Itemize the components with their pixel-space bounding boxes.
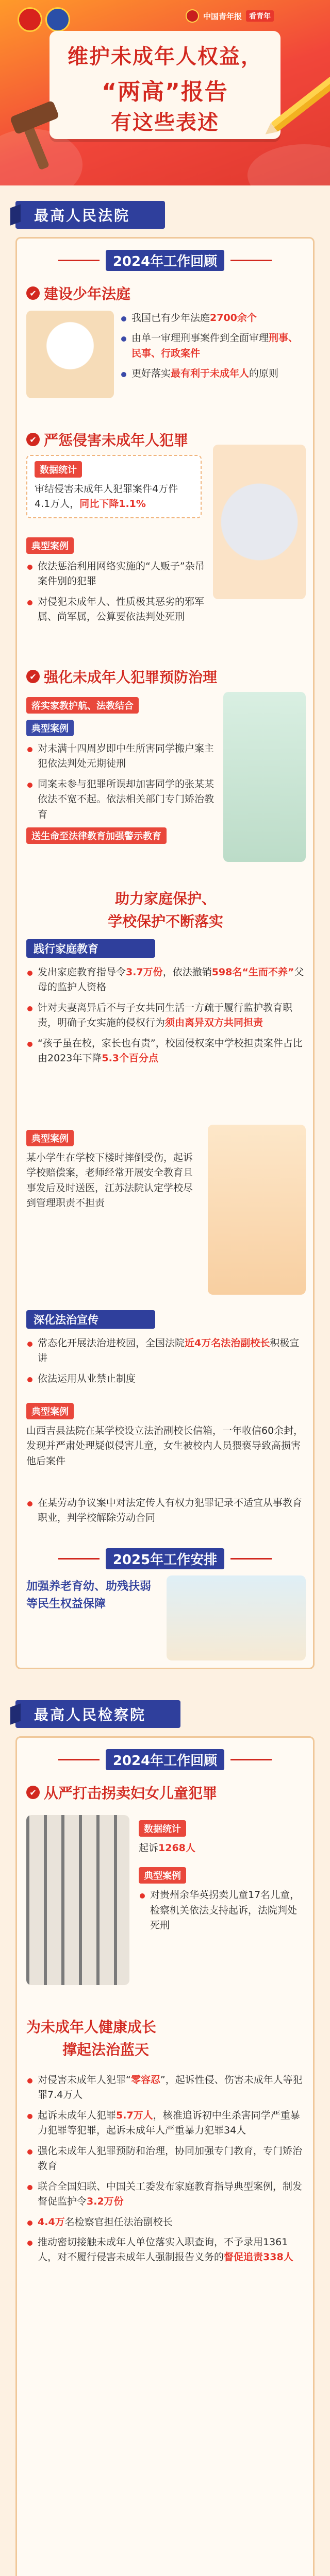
prison-bars-illustration [26, 1815, 129, 1985]
court-s1-item: 由单一审理刑事案件到全面审理刑事、民事、行政案件 [120, 331, 306, 361]
stat-tag: 数据统计 [35, 461, 82, 478]
cyd-logo-icon [186, 9, 199, 23]
procuratorate-emblem-icon [45, 7, 70, 32]
typical-tag: 典型案例 [139, 1867, 186, 1884]
typical-tag: 典型案例 [26, 720, 74, 736]
procuratorate-s2-item: 4.4万名检察官担任法治副校长 [26, 2215, 305, 2230]
court-s2-stat: 数据统计 审结侵害未成年人犯罪案件4万件4.1万人，同比下降1.1% [26, 455, 202, 518]
court-s4-typical-text: 某小学生在学校下楼时摔倒受伤，起诉学校赔偿案，老师经常开展安全教育且事发后及时送医，江苏法院认定学校尽到管理职责不担责 [26, 1152, 193, 1209]
brand-name: 中国青年报 [203, 11, 242, 21]
court-s1-item: 我国已有少年法庭2700余个 [120, 311, 306, 326]
stat-tag: 数据统计 [139, 1820, 186, 1837]
court-s3-title: ✔ 强化未成年人犯罪预防治理 [26, 666, 217, 687]
court-s4-tag-1: 践行家庭教育 [26, 939, 155, 958]
court-s4-item: 依法运用从业禁止制度 [26, 1371, 305, 1386]
procuratorate-s2-item: 强化未成年人犯罪预防和治理，协同加强专门教育，专门矫治教育 [26, 2144, 305, 2174]
procuratorate-year-2024-heading [17, 1748, 313, 1771]
court-s2-title: ✔ 严惩侵害未成年人犯罪 [26, 429, 188, 450]
title-card [50, 31, 280, 139]
procuratorate-year-2024: 2024年工作回顾 [106, 1749, 224, 1770]
procuratorate-s1-body: 数据统计 起诉1268人 典型案例 对贵州余华英拐卖儿童17名儿童，检察机关依法支持起诉，法院判处死刑 [139, 1820, 304, 1939]
page-title-line-1: 维护未成年人权益， [68, 45, 262, 69]
court-s4-typical-2 [26, 1403, 305, 1469]
court-s4-item: 发出家庭教育指导令3.7万份，依法撤销598名“生而不养”父母的监护人资格 [26, 965, 305, 995]
scales-illustration [26, 311, 114, 398]
court-s4-typical-text-2: 山西吉县法院在某学校设立法治副校长信箱，一年收信60余封，发现并严肃处理疑似侵害儿童，女生被校内人员猥亵导致高损害他后案件 [26, 1425, 304, 1467]
court-s1-title [26, 283, 130, 303]
court-s4-item: 针对夫妻离异后不与子女共同生活一方疏于履行监护教育职责，明确子女实施的侵权行为须由离异双方共同担责 [26, 1001, 305, 1031]
court-s4-item: 在某劳动争议案中对法定传人有权力犯罪记录不适宜从事教育职业，判学校解除劳动合同 [26, 1496, 305, 1526]
court-plan-2025: 加强养老育幼、助残扶弱等民生权益保障 [26, 1580, 152, 1611]
court-s4-title: 助力家庭保护、 学校保护不断落实 [107, 890, 223, 930]
court-s1-title-text: 建设少年法庭 [44, 285, 131, 302]
court-year-2024-heading [17, 249, 313, 272]
court-s2-typical [26, 537, 207, 630]
court-year-2024: 2024年工作回顾 [106, 250, 224, 271]
school-illustration [208, 1125, 306, 1295]
court-s3-item: 同案未参与犯罪所误却加害同学的张某某依法不宽不起。依法相关部门专门矫治教育 [26, 777, 217, 822]
court-s3-body [26, 697, 217, 844]
court-section-banner [15, 201, 165, 229]
court-s4-list-1 [26, 965, 305, 1072]
brand-row [186, 9, 320, 23]
court-year-2025-heading [17, 1547, 313, 1570]
procuratorate-panel [15, 1736, 315, 2576]
check-icon: ✔ [26, 433, 40, 446]
court-s1-item: 更好落实最有利于未成年人的原则 [120, 366, 306, 381]
brand-channel: 看青年 [246, 10, 274, 22]
header-banner [0, 0, 330, 185]
page-title-line-2: “两高”报告 [102, 79, 228, 105]
procuratorate-s2-item: 对侵害未成年人犯罪“零容忍”，起诉性侵、伤害未成年人等犯罪7.4万人 [26, 2073, 305, 2103]
books-stack-illustration [223, 692, 306, 862]
page-title-line-3: 有这些表述 [111, 111, 219, 134]
procuratorate-s2-item: 联合全国妇联、中国关工委发布家庭教育指导典型案例，制发督促监护令3.2万份 [26, 2179, 305, 2210]
court-s4-tag-2: 深化法治宣传 [26, 1310, 155, 1329]
check-icon: ✔ [26, 286, 40, 300]
court-s2-typical-item: 对侵犯未成年人、性质极其恶劣的邪军属、尚军属，公算要依法判处死刑 [26, 595, 207, 625]
procuratorate-s2-item: 推动密切接触未成年人单位落实入职查询，不予录用1361人，对不履行侵害未成年人强制报告义务的督促追责338人 [26, 2235, 305, 2265]
court-emblem-icon [18, 7, 42, 32]
court-s3-item-tag: 送生命至法律教育加强警示教育 [26, 827, 167, 844]
typical-tag: 典型案例 [26, 1403, 74, 1419]
procuratorate-s1-title: ✔ 从严打击拐卖妇女儿童犯罪 [26, 1782, 217, 1803]
court-s4-item: 常态化开展法治进校园，全国法院近4万名法治副校长积极宣讲 [26, 1336, 305, 1366]
check-icon: ✔ [26, 1786, 40, 1799]
court-s2-typical-item: 依法惩治利用网络实施的“人贩子”杂吊案件别的犯罪 [26, 559, 207, 589]
procuratorate-s1-typical-item: 对贵州余华英拐卖儿童17名儿童，检察机关依法支持起诉，法院判处死刑 [139, 1888, 304, 1933]
procuratorate-s2-title: 为未成年人健康成长 撑起法治蓝天 [26, 2019, 157, 2058]
handcuffs-illustration [213, 445, 306, 599]
court-s4-list-2 [26, 1336, 305, 1392]
procuratorate-s2-item: 起诉未成年人犯罪5.7万人，核准追诉初中生杀害同学严重暴力犯罪等犯罪，起诉未成年人严重暴力犯罪34人 [26, 2108, 305, 2139]
procuratorate-section-banner [15, 1700, 180, 1728]
typical-tag: 典型案例 [26, 1130, 74, 1146]
court-panel [15, 237, 315, 1669]
court-s4-typical [26, 1130, 202, 1211]
typical-tag: 典型案例 [26, 537, 74, 554]
court-s4-list-3 [26, 1496, 305, 1531]
court-s4-item: “孩子虽在校，家长也有责”，校园侵权案中学校担责案件占比由2023年下降5.3个百分点 [26, 1036, 305, 1066]
procuratorate-section-title: 最高人民检察院 [34, 1706, 146, 1723]
procuratorate-s2-list [26, 2073, 305, 2270]
court-section-title: 最高人民法院 [34, 207, 130, 224]
court-s3-item: 对未满十四周岁即中生所害同学搬户案主犯依法判处无期徒刑 [26, 741, 217, 772]
check-icon: ✔ [26, 670, 40, 683]
family-park-illustration [167, 1575, 306, 1660]
court-year-2025: 2025年工作安排 [106, 1548, 224, 1569]
court-s3-tag-1: 落实家教护航、法教结合 [26, 697, 139, 714]
court-s1-list [120, 311, 306, 387]
